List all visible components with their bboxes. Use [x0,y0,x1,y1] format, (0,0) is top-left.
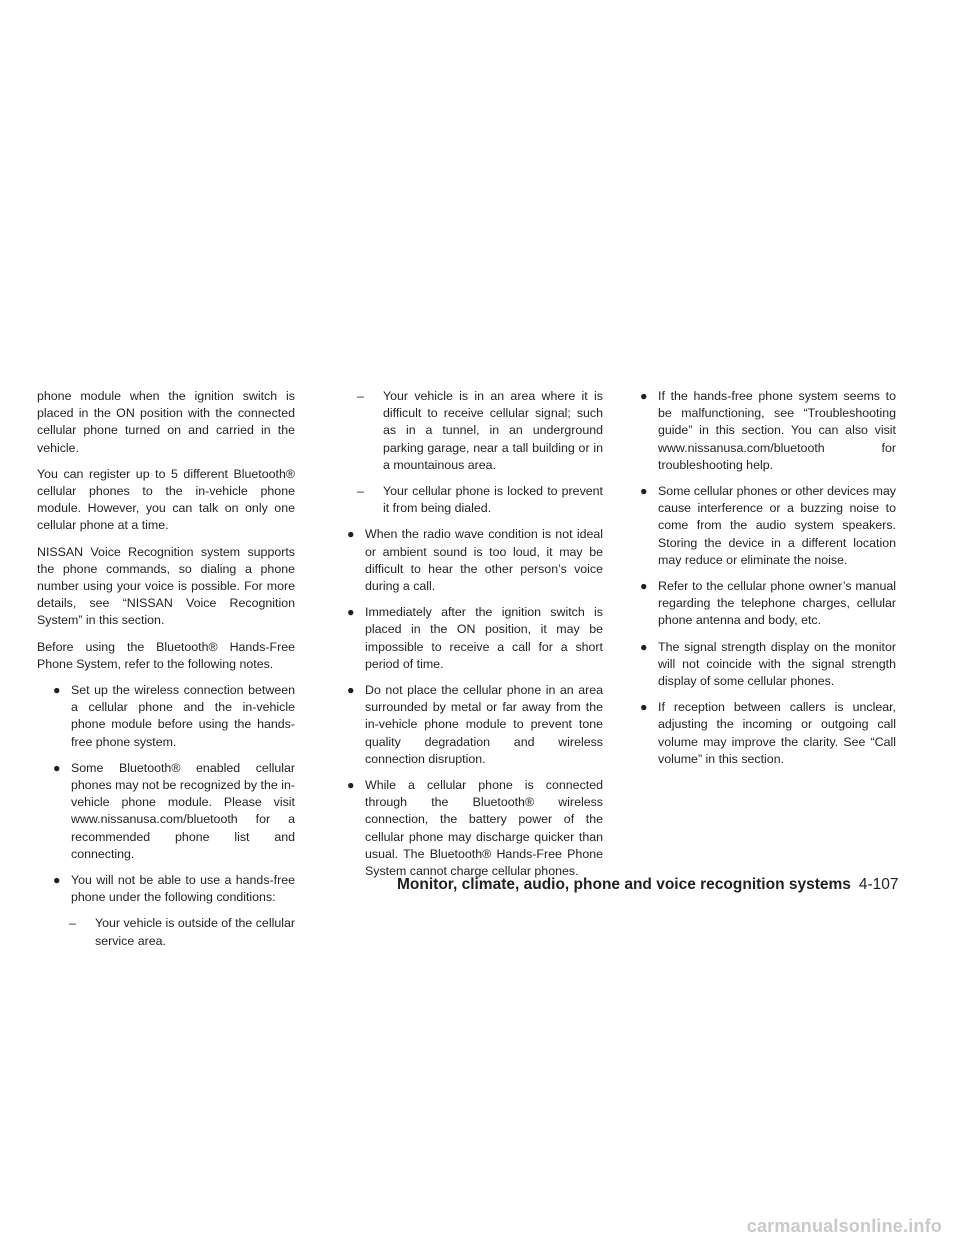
dash-item [69,915,295,949]
bullet-item [51,760,295,863]
bullet-icon: ● [640,639,648,654]
dash-text: Your vehicle is outside of the cellular service area. [95,916,295,948]
bullet-text: Some cellular phones or other devices may cause interference or a buzzing noise to come from the audio system speakers. Storing the device in a different location may reduce or eliminate the noise. [658,484,896,567]
paragraph: phone module when the ignition switch is placed in the ON position with the connected cellular phone turned on and carried in the vehicle. [37,389,295,455]
bullet-text: While a cellular phone is connected through the Bluetooth® wireless connection, the battery power of the cellular phone may discharge quicker than usual. The Bluetooth® Hands-Free Phone System cannot charge cellular phones. [365,778,603,879]
bullet-item [51,872,295,906]
bullet-icon: ● [640,484,648,499]
bullet-text: You will not be able to use a hands-free phone under the following conditions: [71,873,295,905]
bullet-text: Refer to the cellular phone owner’s manual regarding the telephone charges, cellular phone antenna and body, etc. [658,579,896,628]
bullet-icon: ● [640,579,648,594]
bullet-text: When the radio wave condition is not ideal or ambient sound is too loud, it may be difficult to hear the other person’s voice during a call. [365,527,603,594]
dash-item [357,388,603,474]
dash-item [357,483,603,517]
bullet-item [345,604,603,673]
bullet-text: Set up the wireless connection between a cellular phone and the in-vehicle phone module before using the hands-free phone system. [71,683,295,749]
bullet-item [638,699,896,768]
bullet-icon: ● [347,683,355,698]
dash-icon: – [69,916,76,931]
dash-icon: – [357,484,364,499]
bullet-icon: ● [347,605,355,620]
bullet-item [345,682,603,768]
bullet-icon: ● [347,778,355,793]
bullet-text: If reception between callers is unclear, adjusting the incoming or outgoing call volume may improve the clarity. See “Call volume” in this section. [658,700,896,766]
bullet-text: Do not place the cellular phone in an area surrounded by metal or far away from the in-vehicle phone module to prevent tone quality degradation and wireless connection disruption. [365,683,603,766]
page-number: 4-107 [858,876,899,893]
bullet-item [638,639,896,691]
bullet-item [638,388,896,474]
bullet-item [345,526,603,595]
paragraph: You can register up to 5 different Bluetooth® cellular phones to the in-vehicle phone module. However, you can talk on only one cellular phone at a time. [37,466,295,533]
bullet-text: If the hands-free phone system seems to be malfunctioning, see “Troubleshooting guide” in this section. You can also visit www.nissanusa.com/bluetooth for troubleshooting help. [658,389,896,472]
bullet-icon: ● [640,700,648,715]
bullet-icon: ● [640,389,648,403]
paragraph: NISSAN Voice Recognition system supports the phone commands, so dialing a phone number using your voice is possible. For more details, see “NISSAN Voice Recognition System” in this section. [37,544,295,628]
dash-text: Your cellular phone is locked to prevent it from being dialed. [383,484,603,516]
text-column-2 [345,388,603,889]
page-footer [397,876,899,894]
watermark-text: carmanualsonline.info [746,1216,942,1236]
paragraph: Before using the Bluetooth® Hands-Free Phone System, refer to the following notes. [37,639,295,671]
dash-icon: – [357,389,364,403]
bullet-text: The signal strength display on the monitor will not coincide with the signal strength display of some cellular phones. [658,639,896,689]
bullet-item [345,777,603,880]
text-column-3 [638,388,896,777]
bullet-item [638,578,896,630]
text-column-1 [37,388,295,959]
bullet-icon: ● [347,527,355,542]
bullet-icon: ● [53,873,61,888]
section-title: Monitor, climate, audio, phone and voice recognition systems [397,876,851,893]
bullet-item [638,483,896,569]
bullet-icon: ● [53,760,61,775]
bullet-icon: ● [53,683,61,698]
bullet-text: Some Bluetooth® enabled cellular phones may not be recognized by the in-vehicle phone module. Please visit www.nissanusa.com/bluetooth for a recommended phone list and connecting. [71,760,295,861]
bullet-text: Immediately after the ignition switch is placed in the ON position, it may be impossible to receive a call for a short period of time. [365,605,603,671]
dash-text: Your vehicle is in an area where it is difficult to receive cellular signal; such as in a tunnel, in an underground parking garage, near a tall building or in a mountainous area. [383,389,603,472]
bullet-item [51,682,295,751]
